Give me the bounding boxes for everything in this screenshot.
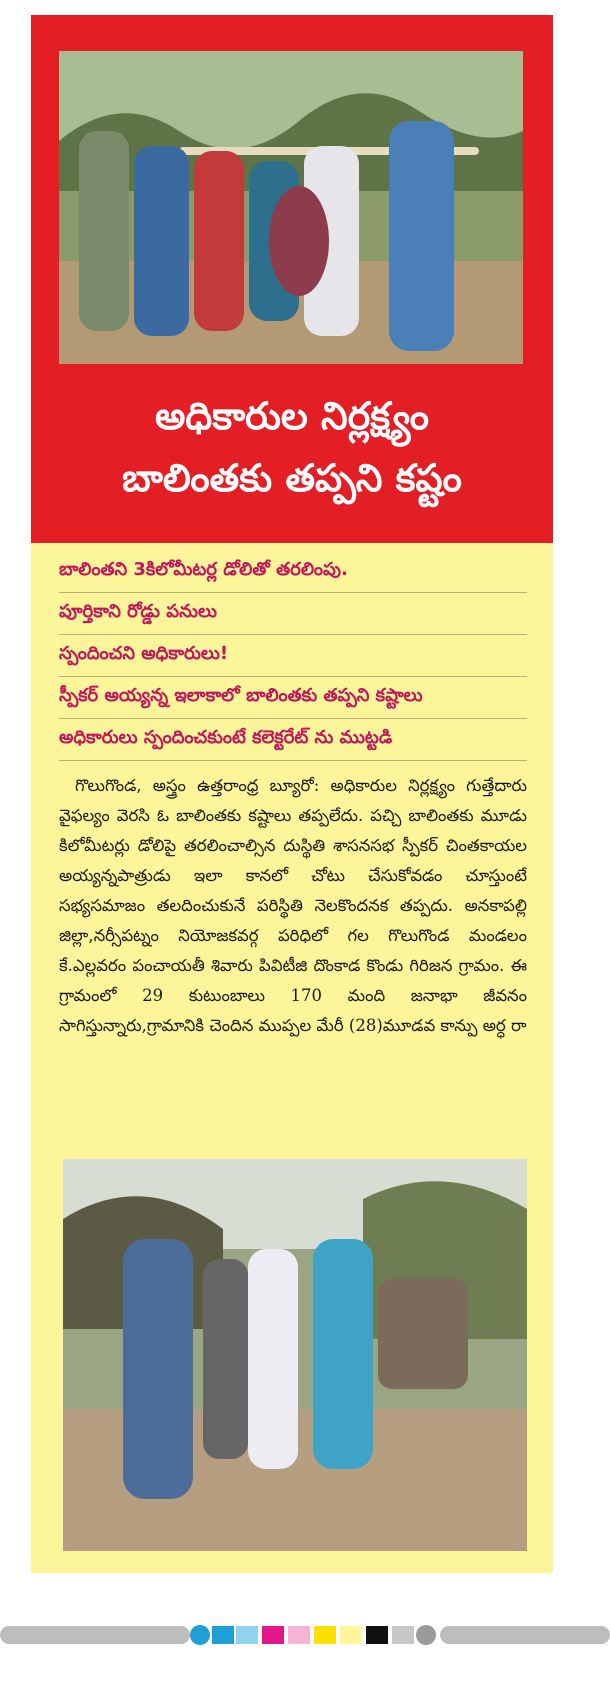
highlight-item: స్పందించని అధికారులు! bbox=[59, 635, 527, 677]
highlight-item: అధికారులు స్పందించకుంటే కలెక్టరేట్ ను ముట్టడి bbox=[59, 719, 527, 761]
article-body bbox=[31, 543, 553, 1573]
headline-line-2: బాలింతకు తప్పని కష్టం bbox=[122, 456, 462, 500]
photo-villagers-carrying-doli bbox=[59, 51, 523, 364]
highlight-item: స్పీకర్ అయ్యన్న ఇలాకాలో బాలింతకు తప్పని కష్టాలు bbox=[59, 677, 527, 719]
article-header bbox=[31, 15, 553, 543]
print-registration-bar bbox=[0, 1620, 610, 1650]
photo-villagers-walking bbox=[63, 1159, 527, 1551]
highlight-item: పూర్తికాని రోడ్డు పనులు bbox=[59, 593, 527, 635]
highlight-item: బాలింతని 3కిలోమీటర్ల డోలితో తరలింపు. bbox=[59, 551, 527, 593]
headline-line-1: అధికారుల నిర్లక్ష్యం bbox=[154, 394, 430, 438]
headline bbox=[31, 385, 553, 509]
story-text: గొలుగొండ, అస్త్రం ఉత్తరాంధ్ర బ్యూరో: అధికారుల నిర్లక్ష్యం గుత్తేదారు వైఫల్యం వెరసి ఓ బాలింతకు కష్టాలు తప్పలేదు. పచ్చి బాలింతకు మూడు కిలోమీటర్లు డోలిపై తరలించాల్సిన దుస్థితి శాసనసభ స్పీకర్ చింతకాయల అయ్యన్నపాత్రుడు ఇలా కానలో చోటు చేసుకోవడం చూస్తుంటే సభ్యసమాజం తలదించుకునే పరిస్థితి నెలకొందనక తప్పదు. అనకాపల్లి జిల్లా,నర్సీపట్నం నియోజకవర్గ పరిధిలో గల గొలుగొండ మండలం కే.ఎల్లవరం పంచాయతీ శివారు పివిటీజి దొంకాడ కొండు గిరిజన గ్రామం. ఈ గ్రామంలో 29 కుటుంబాలు 170 మంది జనాభా జీవనం సాగిస్తున్నారు,గ్రామానికి చెందిన ముప్పల మేరీ (28)మూడవ కాన్పు అర్ధ రా bbox=[59, 776, 527, 1035]
news-article bbox=[31, 15, 553, 1573]
highlights-list bbox=[59, 551, 527, 761]
